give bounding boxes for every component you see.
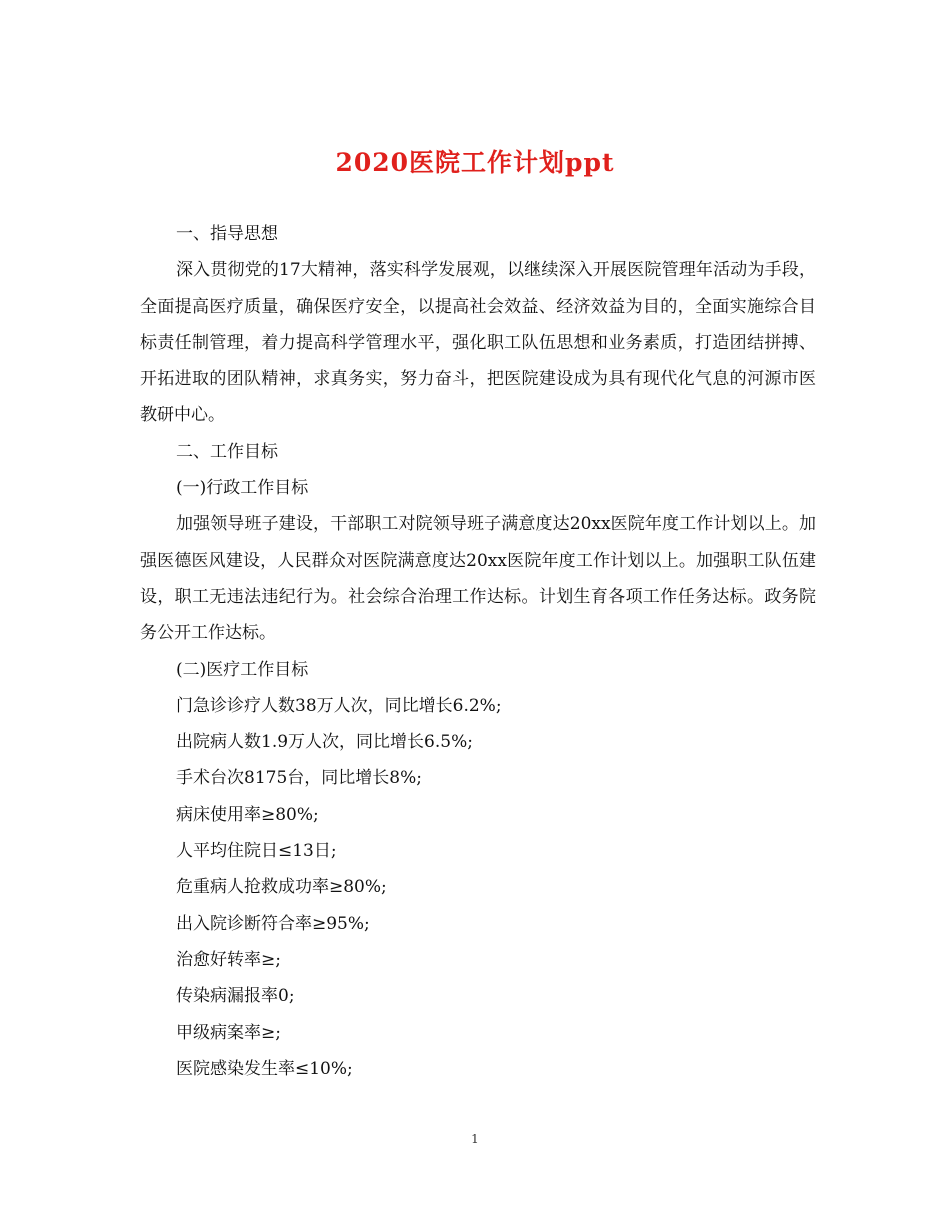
list-item: 出入院诊断符合率≥95%; <box>176 913 370 934</box>
page-title: 2020医院工作计划ppt <box>335 148 615 177</box>
admin-goals-paragraph: 加强领导班子建设，干部职工对院领导班子满意度达20xx医院年度工作计划以上。加强医德医风建设，人民群众对医院满意度达20xx医院年度工作计划以上。加强职工队伍建设，职工无违法违纪行为。社会综合治理工作达标。计划生育各项工作任务达标。政务院务公开工作达标。 <box>140 514 816 644</box>
subheading-medical-goals: (二)医疗工作目标 <box>176 659 309 680</box>
list-item: 病床使用率≥80%; <box>176 804 319 825</box>
list-item: 传染病漏报率0; <box>176 986 295 1007</box>
document-body <box>140 216 816 1087</box>
list-item: 门急诊诊疗人数38万人次，同比增长6.2%; <box>176 695 502 716</box>
subheading-admin-goals: (一)行政工作目标 <box>176 478 309 499</box>
list-item: 手术台次8175台，同比增长8%; <box>176 768 422 789</box>
list-item: 危重病人抢救成功率≥80%; <box>176 877 387 898</box>
list-item: 甲级病案率≥; <box>176 1022 281 1043</box>
section-heading-work-goals: 二、工作目标 <box>176 441 278 462</box>
guiding-ideology-paragraph: 深入贯彻党的17大精神，落实科学发展观，以继续深入开展医院管理年活动为手段，全面提高医疗质量，确保医疗安全，以提高社会效益、经济效益为目的，全面实施综合目标责任制管理，着力提高科学管理水平，强化职工队伍思想和业务素质，打造团结拼搏、开拓进取的团队精神，求真务实，努力奋斗，把医院建设成为具有现代化气息的河源市医教研中心。 <box>140 260 816 426</box>
list-item: 人平均住院日≤13日; <box>176 841 337 862</box>
page-number: 1 <box>471 1132 479 1146</box>
section-heading-guiding-ideology: 一、指导思想 <box>176 224 278 244</box>
list-item: 出院病人数1.9万人次，同比增长6.5%; <box>176 732 473 753</box>
list-item: 医院感染发生率≤10%; <box>176 1058 353 1079</box>
list-item: 治愈好转率≥; <box>176 949 281 970</box>
